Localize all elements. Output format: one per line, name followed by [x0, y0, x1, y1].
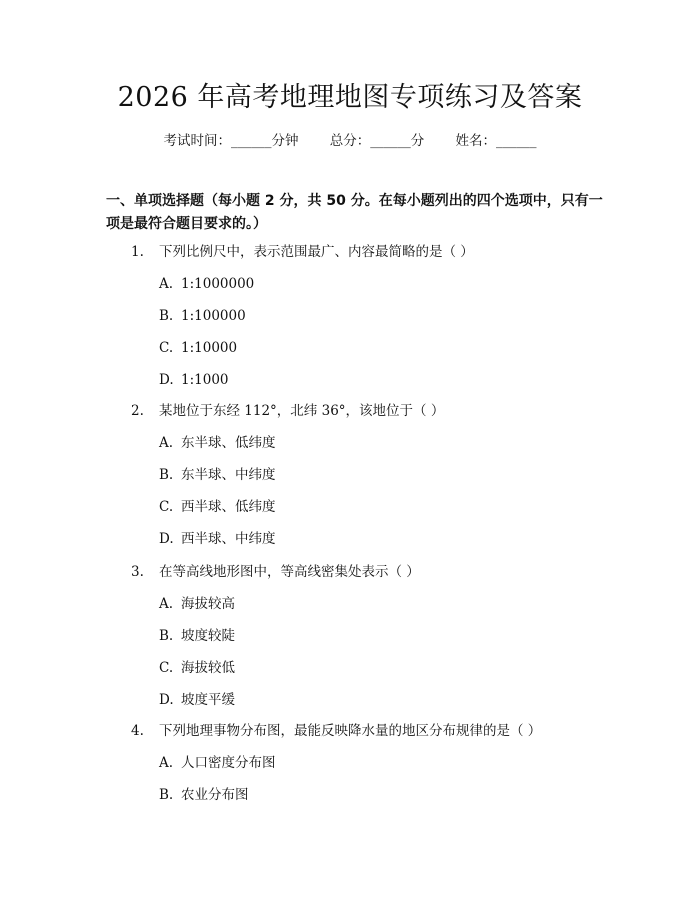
option-text: 人口密度分布图: [181, 755, 276, 771]
question-text: 在等高线地形图中，等高线密集处表示（ ）: [159, 564, 420, 580]
option-text: 1:10000: [181, 340, 238, 356]
option-text: 坡度较陡: [181, 628, 235, 644]
option-text: 西半球、低纬度: [181, 499, 276, 515]
question-text: 下列比例尺中，表示范围最广、内容最简略的是（ ）: [159, 244, 474, 260]
option-letter: D.: [159, 531, 174, 547]
option-letter: A.: [159, 276, 174, 292]
option-letter: B.: [159, 628, 174, 644]
option-letter: B.: [159, 308, 174, 324]
option-letter: C.: [159, 340, 174, 356]
question-text: 某地位于东经 112°，北纬 36°，该地位于（ ）: [159, 403, 445, 419]
question-number: 3.: [131, 564, 144, 580]
option-text: 1:100000: [181, 308, 246, 324]
option-text: 西半球、中纬度: [181, 531, 276, 547]
option-letter: C.: [159, 660, 174, 676]
option-letter: A.: [159, 435, 174, 451]
page-title: 2026 年高考地理地图专项练习及答案: [117, 82, 583, 113]
option-text: 东半球、低纬度: [181, 435, 276, 451]
option-text: 东半球、中纬度: [181, 467, 276, 483]
question-number: 1.: [131, 244, 144, 260]
question-number: 4.: [131, 723, 144, 739]
option-text: 坡度平缓: [181, 692, 235, 708]
exam-info-line: 考试时间：______分钟 总分：______分 姓名：______: [163, 133, 537, 149]
option-text: 农业分布图: [181, 787, 249, 803]
option-letter: B.: [159, 787, 174, 803]
option-letter: D.: [159, 692, 174, 708]
option-text: 海拔较高: [181, 596, 235, 612]
option-text: 1:1000000: [181, 276, 255, 292]
option-letter: A.: [159, 596, 174, 612]
option-letter: D.: [159, 372, 174, 388]
question-number: 2.: [131, 403, 144, 419]
option-letter: B.: [159, 467, 174, 483]
option-text: 1:1000: [181, 372, 229, 388]
question-text: 下列地理事物分布图，最能反映降水量的地区分布规律的是（ ）: [159, 723, 542, 739]
option-letter: A.: [159, 755, 174, 771]
option-text: 海拔较低: [181, 660, 235, 676]
option-letter: C.: [159, 499, 174, 515]
section-heading: 一、单项选择题（每小题 2 分，共 50 分。在每小题列出的四个选项中，只有一项是最符合题目要求的。）: [106, 193, 603, 232]
